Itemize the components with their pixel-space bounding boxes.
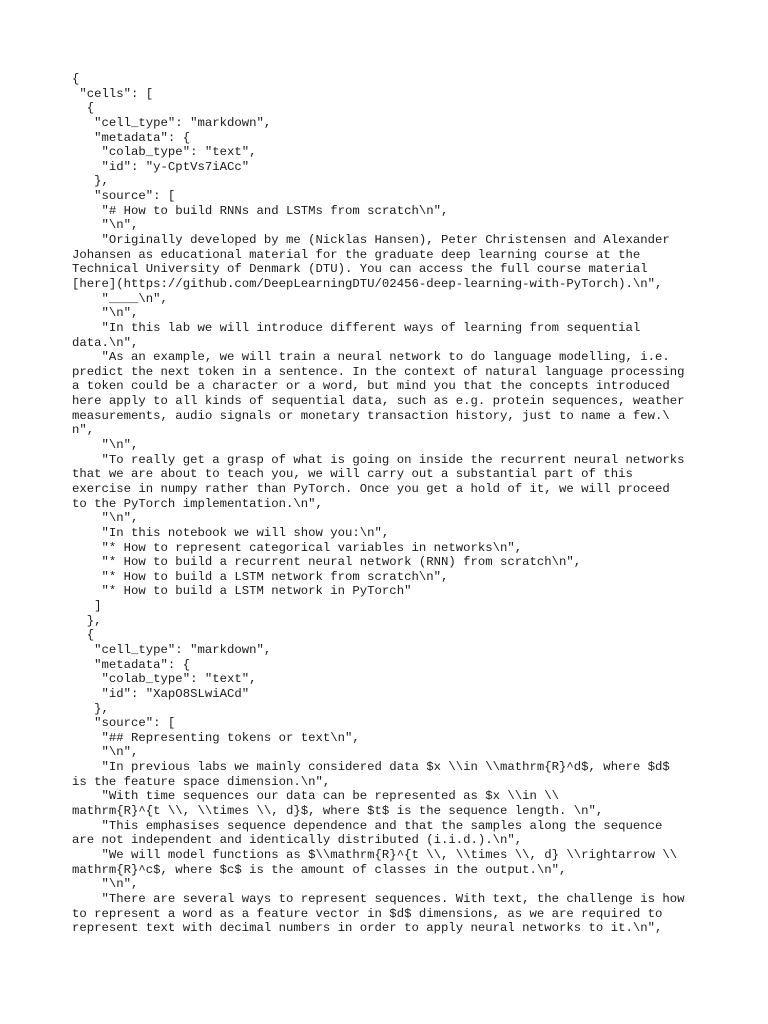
document-line: "id": "y-CptVs7iACc" [72,159,250,174]
document-line: "* How to represent categorical variables in networks\n", [72,540,523,555]
document-line: "We will model functions as $\\mathrm{R}^{t \\, \\times \\, d} \\rightarrow \\ [72,847,678,862]
document-line: "source": [ [72,189,176,204]
document-line: "colab_type": "text", [72,672,257,687]
document-line: here apply to all kinds of sequential data, such as e.g. protein sequences, weather [72,394,685,409]
document-line: "\n", [72,877,139,892]
document-line: "* How to build a LSTM network from scratch\n", [72,569,449,584]
document-line: are not independent and identically distributed (i.i.d.).\n", [72,833,523,848]
document-line: "\n", [72,745,139,760]
document-line: "metadata": { [72,130,191,145]
document-line: "As an example, we will train a neural network to do language modelling, i.e. [72,350,670,365]
document-line: "cells": [ [72,86,154,101]
document-line: "\n", [72,438,139,453]
document-line: "____\n", [72,291,168,306]
document-line: "Originally developed by me (Nicklas Hansen), Peter Christensen and Alexander [72,233,670,248]
document-line: is the feature space dimension.\n", [72,774,331,789]
document-line: mathrm{R}^{t \\, \\times \\, d}$, where $t$ is the sequence length. \n", [72,804,604,819]
document-line: "This emphasises sequence dependence and that the samples along the sequence [72,818,663,833]
document-line: }, [72,613,102,628]
document-line: "In this lab we will introduce different ways of learning from sequential [72,320,641,335]
document-line: exercise in numpy rather than PyTorch. Once you get a hold of it, we will proceed [72,481,670,496]
document-line: "\n", [72,218,139,233]
document-line: "colab_type": "text", [72,145,257,160]
document-line: data.\n", [72,335,139,350]
document-line: "There are several ways to represent sequences. With text, the challenge is how [72,891,685,906]
document-line: that we are about to teach you, we will carry out a substantial part of this [72,467,633,482]
document-line: "In this notebook we will show you:\n", [72,525,390,540]
document-line: "source": [ [72,716,176,731]
document-line: mathrm{R}^c$, where $c$ is the amount of classes in the output.\n", [72,862,567,877]
document-line: to represent a word as a feature vector in $d$ dimensions, as we are required to [72,906,663,921]
document-line: Technical University of Denmark (DTU). You can access the full course material [72,262,648,277]
document-line: "\n", [72,306,139,321]
document-line: "cell_type": "markdown", [72,115,272,130]
document-line: [here](https://github.com/DeepLearningDTU/02456-deep-learning-with-PyTorch).\n", [72,276,663,291]
document-line: "metadata": { [72,657,191,672]
document-line: "# How to build RNNs and LSTMs from scratch\n", [72,203,449,218]
document-line: "To really get a grasp of what is going on inside the recurrent neural networks [72,452,685,467]
document-line: ] [72,599,102,614]
document-line: "* How to build a recurrent neural network (RNN) from scratch\n", [72,555,582,570]
document-line: "cell_type": "markdown", [72,642,272,657]
document-line: }, [72,174,109,189]
document-line: "## Representing tokens or text\n", [72,730,360,745]
document-line: to the PyTorch implementation.\n", [72,496,323,511]
document-line: predict the next token in a sentence. In the context of natural language processing [72,364,685,379]
document-line: "In previous labs we mainly considered data $x \\in \\mathrm{R}^d$, where $d$ [72,760,670,775]
document-line: "id": "XapO8SLwiACd" [72,686,250,701]
document-line: "* How to build a LSTM network in PyTorch" [72,584,412,599]
document-line: { [72,72,80,86]
document-line: n", [72,423,95,438]
document-line: measurements, audio signals or monetary transaction history, just to name a few.\ [72,408,670,423]
document-line: }, [72,701,109,716]
document-line: Johansen as educational material for the graduate deep learning course at the [72,247,641,262]
document-line: { [72,101,95,116]
document-line: "\n", [72,511,139,526]
document-line: a token could be a character or a word, but mind you that the concepts introduced [72,379,670,394]
document-line: "With time sequences our data can be represented as $x \\in \\ [72,789,560,804]
document-line: { [72,628,95,643]
notebook-json-text [72,72,702,936]
document-line: represent text with decimal numbers in order to apply neural networks to it.\n", [72,921,663,936]
